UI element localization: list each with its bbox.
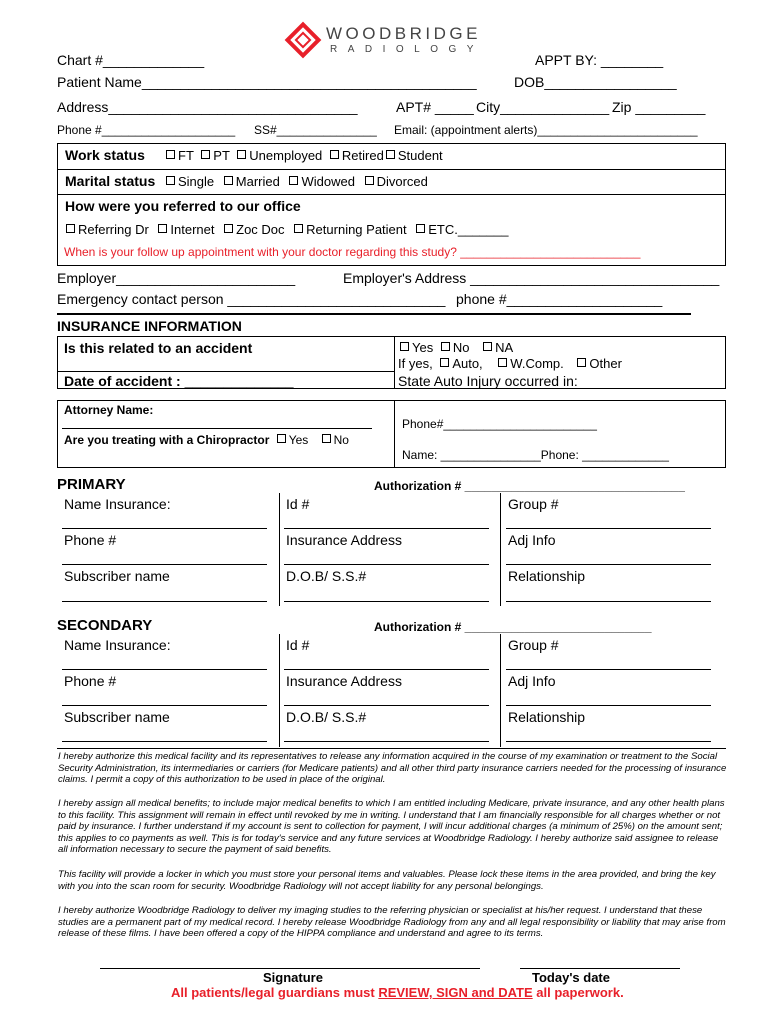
checkbox-chiro-yes[interactable] xyxy=(277,434,286,443)
work-status-label: Work status xyxy=(65,147,145,163)
checkbox-married[interactable] xyxy=(224,176,233,185)
checkbox-internet[interactable] xyxy=(158,224,167,233)
checkbox-wcomp[interactable] xyxy=(498,358,507,367)
signature-line[interactable] xyxy=(100,968,480,969)
patient-name-field[interactable]: Patient Name___________________________________________ xyxy=(57,74,477,90)
primary-insurance-address: Insurance Address xyxy=(286,532,402,548)
primary-authorization-field[interactable]: Authorization # _________________________________ xyxy=(374,479,685,493)
primary-relationship-line[interactable] xyxy=(506,601,711,602)
marital-status-options[interactable]: Single Married Widowed Divorced xyxy=(166,174,428,189)
logo-subtext: RADIOLOGY xyxy=(330,44,484,55)
appt-by-field[interactable]: APPT BY: ________ xyxy=(535,52,664,68)
chiropractor-question[interactable]: Are you treating with a Chiropractor Yes No xyxy=(64,433,349,447)
primary-name-insurance-line[interactable] xyxy=(62,528,267,529)
primary-id-line[interactable] xyxy=(284,528,489,529)
secondary-group: Group # xyxy=(508,637,559,653)
divider xyxy=(57,194,726,195)
divider xyxy=(57,371,394,372)
signature-label: Signature xyxy=(263,970,323,985)
emergency-phone-field[interactable]: phone #____________________ xyxy=(456,291,663,307)
chiro-name-phone-field[interactable]: Name: _______________Phone: _____________ xyxy=(402,448,669,462)
checkbox-unemployed[interactable] xyxy=(237,150,246,159)
secondary-id: Id # xyxy=(286,637,310,653)
secondary-group-line[interactable] xyxy=(506,669,711,670)
phone-field[interactable]: Phone #____________________ xyxy=(57,123,236,137)
checkbox-other[interactable] xyxy=(577,358,586,367)
checkbox-chiro-no[interactable] xyxy=(322,434,331,443)
divider xyxy=(394,336,395,389)
primary-group-line[interactable] xyxy=(506,528,711,529)
attorney-label: Attorney Name: xyxy=(64,403,154,417)
secondary-adj-info-line[interactable] xyxy=(506,705,711,706)
section-rule xyxy=(57,748,726,749)
divider xyxy=(279,493,280,606)
checkbox-widowed[interactable] xyxy=(289,176,298,185)
checkbox-accident-no[interactable] xyxy=(441,342,450,351)
checkbox-referring-dr[interactable] xyxy=(66,224,75,233)
secondary-dob-ss: D.O.B/ S.S.# xyxy=(286,709,367,725)
primary-group: Group # xyxy=(508,496,559,512)
checkbox-returning[interactable] xyxy=(294,224,303,233)
accident-options[interactable]: Yes No NA xyxy=(400,340,513,355)
checkbox-accident-na[interactable] xyxy=(483,342,492,351)
primary-dob-ss-line[interactable] xyxy=(284,601,489,602)
chart-field[interactable]: Chart #_____________ xyxy=(57,52,205,68)
primary-adj-info: Adj Info xyxy=(508,532,556,548)
secondary-relationship-line[interactable] xyxy=(506,741,711,742)
employer-address-field[interactable]: Employer's Address ________________________________ xyxy=(343,270,720,286)
checkbox-zocdoc[interactable] xyxy=(224,224,233,233)
dob-field[interactable]: DOB_________________ xyxy=(514,74,677,90)
checkbox-ft[interactable] xyxy=(166,150,175,159)
release-paragraph: I hereby authorize Woodbridge Radiology to deliver my imaging studies to the referring physician or specialist at his/her request. I understand that these studies are a permanent part of my medical record. I hereby release Woodbridge Radiology from any and all legal responsibility or liability that may arise from release of these films. I have been offered a copy of the HIPPA compliance and understand and agree to its terms. xyxy=(58,905,726,940)
if-yes-options[interactable]: If yes, Auto, W.Comp. Other xyxy=(398,356,622,371)
secondary-id-line[interactable] xyxy=(284,669,489,670)
work-status-options[interactable]: FT PT Unemployed Retired Student xyxy=(166,148,443,163)
secondary-adj-info: Adj Info xyxy=(508,673,556,689)
primary-phone-line[interactable] xyxy=(62,564,267,565)
checkbox-retired[interactable] xyxy=(330,150,339,159)
city-field[interactable]: City______________ xyxy=(476,99,610,115)
referral-options[interactable]: Referring Dr Internet Zoc Doc Returning Patient ETC._______ xyxy=(66,222,508,237)
divider xyxy=(394,400,395,468)
secondary-phone: Phone # xyxy=(64,673,117,689)
checkbox-student[interactable] xyxy=(386,150,395,159)
followup-question[interactable]: When is your follow up appointment with your doctor regarding this study? ___________________________ xyxy=(64,245,641,259)
checkbox-divorced[interactable] xyxy=(365,176,374,185)
zip-field[interactable]: Zip _________ xyxy=(612,99,706,115)
assignment-paragraph: I hereby assign all medical benefits; to include major medical benefits to which I am entitled including Medicare, private insurance, and any other health plans to this facility. This assignment will remain in effect until revoked by me in writing. I understand that I am financially responsible for all charges whether or not paid by insurance. I further understand if my account is sent to collection for payment, I will incur additional charges (a minimum of 25%) on the amount sent; this applies to co payments as well. This is for today's service and any future services at Woodbridge Radiology. I hereby authorize said assignee to release all information necessary to secure the payment of said benefits. xyxy=(58,798,725,856)
section-rule xyxy=(57,313,691,315)
secondary-insurance-address-line[interactable] xyxy=(284,705,489,706)
logo-text: WOODBRIDGE xyxy=(326,24,481,43)
checkbox-accident-yes[interactable] xyxy=(400,342,409,351)
secondary-subscriber-name: Subscriber name xyxy=(64,709,170,725)
divider xyxy=(500,634,501,747)
email-field[interactable]: Email: (appointment alerts)________________________ xyxy=(394,123,698,137)
secondary-dob-ss-line[interactable] xyxy=(284,741,489,742)
locker-paragraph: This facility will provide a locker in which you must store your personal items and valuables. Please lock these items in the area provided, and bring the key with you into the scan room for security. Woodbridge Radiology will not accept liability for any personal belongings. xyxy=(58,869,716,892)
checkbox-auto[interactable] xyxy=(440,358,449,367)
secondary-relationship: Relationship xyxy=(508,709,586,725)
paperwork-notice: All patients/legal guardians must REVIEW, SIGN and DATE all paperwork. xyxy=(171,985,624,1000)
attorney-phone-field[interactable]: Phone#_______________________ xyxy=(402,417,597,431)
primary-id: Id # xyxy=(286,496,310,512)
divider xyxy=(500,493,501,606)
address-field[interactable]: Address________________________________ xyxy=(57,99,358,115)
attorney-name-line[interactable] xyxy=(62,428,372,429)
secondary-insurance-address: Insurance Address xyxy=(286,673,402,689)
secondary-name-insurance: Name Insurance: xyxy=(64,637,171,653)
secondary-phone-line[interactable] xyxy=(62,705,267,706)
marital-status-label: Marital status xyxy=(65,173,156,189)
apt-field[interactable]: APT# _____ xyxy=(396,99,474,115)
ss-field[interactable]: SS#_______________ xyxy=(254,123,377,137)
emergency-contact-field[interactable]: Emergency contact person ____________________________ xyxy=(57,291,446,307)
state-injury-field[interactable]: State Auto Injury occurred in: ___________ xyxy=(398,373,668,389)
employer-field[interactable]: Employer_______________________ xyxy=(57,270,296,286)
primary-phone: Phone # xyxy=(64,532,117,548)
checkbox-pt[interactable] xyxy=(201,150,210,159)
authorization-paragraph: I hereby authorize this medical facility and its representatives to release any information acquired in the course of my examination or treatment to the Social Security Administration, its intermediaries or carriers (for Medicare patients) and all other third party insurance carriers needed for the processing of insurance claims. I permit a copy of this authorization to be used in place of the original. xyxy=(58,751,727,786)
date-label: Today's date xyxy=(532,970,610,985)
date-of-accident-field[interactable]: Date of accident : ______________ xyxy=(64,373,294,389)
secondary-authorization-field[interactable]: Authorization # ____________________________ xyxy=(374,620,652,634)
checkbox-etc[interactable] xyxy=(416,224,425,233)
primary-subscriber-line[interactable] xyxy=(62,601,267,602)
primary-name-insurance: Name Insurance: xyxy=(64,496,171,512)
secondary-title: SECONDARY xyxy=(57,617,153,634)
primary-relationship: Relationship xyxy=(508,568,586,584)
primary-insurance-address-line[interactable] xyxy=(284,564,489,565)
secondary-subscriber-line[interactable] xyxy=(62,741,267,742)
primary-title: PRIMARY xyxy=(57,476,126,493)
primary-adj-info-line[interactable] xyxy=(506,564,711,565)
primary-dob-ss: D.O.B/ S.S.# xyxy=(286,568,367,584)
accident-question: Is this related to an accident xyxy=(64,340,253,356)
checkbox-single[interactable] xyxy=(166,176,175,185)
insurance-title: INSURANCE INFORMATION xyxy=(57,318,242,334)
divider xyxy=(279,634,280,747)
divider xyxy=(57,169,726,170)
date-line[interactable] xyxy=(520,968,680,969)
secondary-name-insurance-line[interactable] xyxy=(62,669,267,670)
primary-subscriber-name: Subscriber name xyxy=(64,568,170,584)
referral-label: How were you referred to our office xyxy=(65,198,301,214)
